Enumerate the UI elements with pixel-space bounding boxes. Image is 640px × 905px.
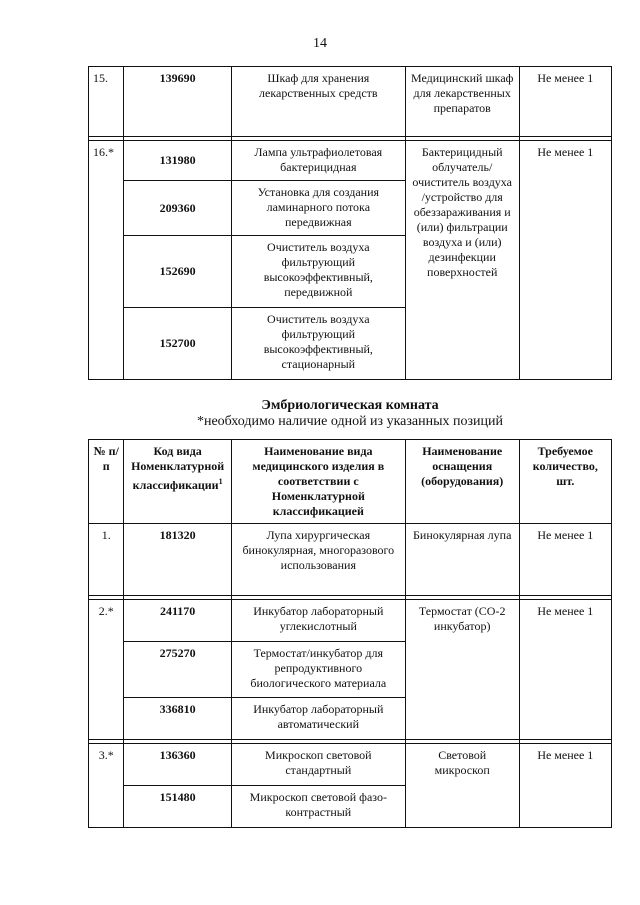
device-name: Микроскоп световой фазо-контрастный	[231, 786, 405, 828]
equipment-table-continued	[88, 66, 612, 380]
nomenclature-code: 275270	[124, 642, 231, 698]
equipment-name: Бактерицидный облучатель/ очиститель воздуха /устройство для обеззараживания и (или) фильтрации воздуха и (или) дезинфекции поверхностей	[405, 141, 519, 380]
nomenclature-code: 152690	[124, 236, 231, 308]
row-number: 3.*	[89, 744, 124, 828]
device-name: Термостат/инкубатор для репродуктивного биологического материала	[231, 642, 405, 698]
header-code-text: Код вида Номенклатурной классификации	[131, 444, 225, 492]
header-code	[124, 440, 231, 524]
nomenclature-code: 131980	[124, 141, 231, 181]
nomenclature-code: 136360	[124, 744, 231, 786]
section-subtitle: *необходимо наличие одной из указанных позиций	[196, 414, 504, 429]
embryology-equipment-table	[88, 439, 612, 828]
row-number: 15.	[89, 67, 124, 137]
nomenclature-code: 209360	[124, 181, 231, 236]
table-row	[89, 67, 612, 137]
nomenclature-code: 181320	[124, 524, 231, 596]
required-quantity: Не менее 1	[519, 600, 611, 740]
equipment-name: Бинокулярная лупа	[405, 524, 519, 596]
nomenclature-code: 336810	[124, 698, 231, 740]
header-device-name: Наименование вида медицинского изделия в соответствии с Номенклатурной классификацией	[231, 440, 405, 524]
required-quantity: Не менее 1	[519, 141, 611, 380]
required-quantity: Не менее 1	[519, 524, 611, 596]
device-name: Микроскоп световой стандартный	[231, 744, 405, 786]
nomenclature-code: 139690	[124, 67, 231, 137]
equipment-name: Медицинский шкаф для лекарственных препаратов	[405, 67, 519, 137]
table-row	[89, 600, 612, 642]
section-title: Эмбриологическая комната	[261, 398, 439, 413]
header-equipment: Наименование оснащения (оборудования)	[405, 440, 519, 524]
device-name: Лампа ультрафиолетовая бактерицидная	[231, 141, 405, 181]
required-quantity: Не менее 1	[519, 744, 611, 828]
row-number: 16.*	[89, 141, 124, 380]
header-quantity: Требуемое количество, шт.	[519, 440, 611, 524]
device-name: Лупа хирургическая бинокулярная, многоразового использования	[231, 524, 405, 596]
header-number: № п/п	[89, 440, 124, 524]
device-name: Установка для создания ламинарного потока передвижная	[231, 181, 405, 236]
equipment-name: Термостат (СО-2 инкубатор)	[405, 600, 519, 740]
footnote-mark: 1	[218, 477, 223, 486]
device-name: Шкаф для хранения лекарственных средств	[231, 67, 405, 137]
table-row	[89, 141, 612, 181]
device-name: Очиститель воздуха фильтрующий высокоэффективный, передвижной	[231, 236, 405, 308]
table-header-row	[89, 440, 612, 524]
nomenclature-code: 151480	[124, 786, 231, 828]
required-quantity: Не менее 1	[519, 67, 611, 137]
device-name: Очиститель воздуха фильтрующий высокоэффективный, стационарный	[231, 308, 405, 380]
equipment-name: Световой микроскоп	[405, 744, 519, 828]
device-name: Инкубатор лабораторный углекислотный	[231, 600, 405, 642]
device-name: Инкубатор лабораторный автоматический	[231, 698, 405, 740]
nomenclature-code: 241170	[124, 600, 231, 642]
table-row	[89, 744, 612, 786]
page-number: 14	[313, 36, 327, 51]
row-number: 1.	[89, 524, 124, 596]
nomenclature-code: 152700	[124, 308, 231, 380]
table-row	[89, 524, 612, 596]
row-number: 2.*	[89, 600, 124, 740]
